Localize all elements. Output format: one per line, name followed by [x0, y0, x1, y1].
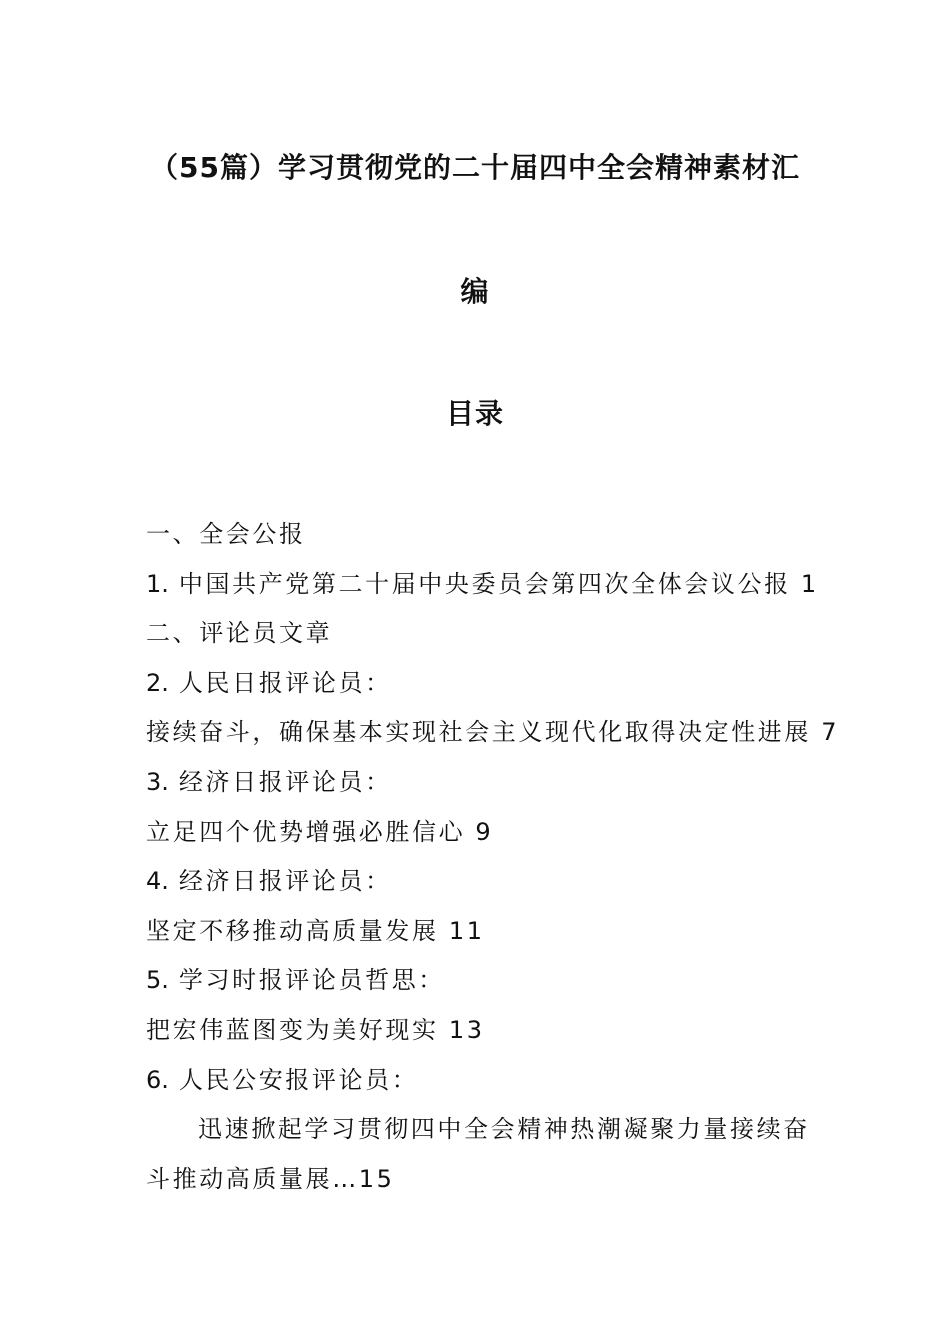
- toc-entry-4-title: [146, 912, 826, 962]
- toc-entry-number: 2.: [146, 668, 169, 697]
- toc-entry-1: [146, 565, 826, 615]
- toc-entry-text: 斗推动高质量展…15: [146, 1164, 395, 1193]
- toc-entry-text: 迅速掀起学习贯彻四中全会精神热潮凝聚力量接续奋: [198, 1115, 810, 1144]
- toc-entry-number: 4.: [146, 867, 169, 896]
- toc-entry-3-title: [146, 813, 826, 863]
- toc-entry-text: 一、全会公报: [146, 520, 306, 548]
- toc-heading: 目录: [445, 397, 504, 430]
- toc-entry-6-title-continued: [146, 1160, 826, 1210]
- toc-entry-number: 3.: [146, 767, 169, 796]
- toc-entry-text: 坚定不移推动高质量发展 11: [146, 916, 485, 945]
- toc-entry-5: [146, 961, 826, 1011]
- toc-entry-6-title: [146, 1110, 826, 1160]
- toc-entry-text: 二、评论员文章: [146, 619, 333, 648]
- table-of-contents: [146, 515, 840, 1209]
- toc-entry-text: 中国共产党第二十届中央委员会第四次全体会议公报 1: [178, 569, 819, 598]
- toc-entry-number: 1.: [146, 569, 169, 598]
- toc-entry-2: [146, 664, 826, 714]
- toc-entry-4: [146, 862, 826, 912]
- toc-entry-6: [146, 1061, 826, 1111]
- document-title-line-1: （55篇）学习贯彻党的二十届四中全会精神素材汇: [150, 151, 800, 184]
- toc-entry-text: 经济日报评论员：: [178, 867, 392, 896]
- toc-entry-text: 人民日报评论员：: [178, 668, 392, 697]
- toc-entry-text: 人民公安报评论员：: [178, 1065, 419, 1094]
- toc-entry-text: 立足四个优势增强必胜信心 9: [146, 817, 494, 846]
- toc-entry-2-title: [146, 713, 840, 763]
- toc-entry-number: 5.: [146, 966, 169, 995]
- toc-entry-number: 6.: [146, 1065, 169, 1094]
- toc-section-1: [146, 515, 826, 565]
- toc-entry-3: [146, 763, 826, 813]
- toc-entry-text: 把宏伟蓝图变为美好现实 13: [146, 1015, 485, 1044]
- toc-entry-text: 接续奋斗，确保基本实现社会主义现代化取得决定性进展 7: [146, 718, 840, 747]
- document-title-line-2: 编: [460, 275, 490, 308]
- toc-entry-text: 学习时报评论员哲思：: [178, 966, 445, 995]
- toc-entry-5-title: [146, 1011, 826, 1061]
- toc-entry-text: 经济日报评论员：: [178, 767, 392, 796]
- toc-section-2: [146, 614, 826, 664]
